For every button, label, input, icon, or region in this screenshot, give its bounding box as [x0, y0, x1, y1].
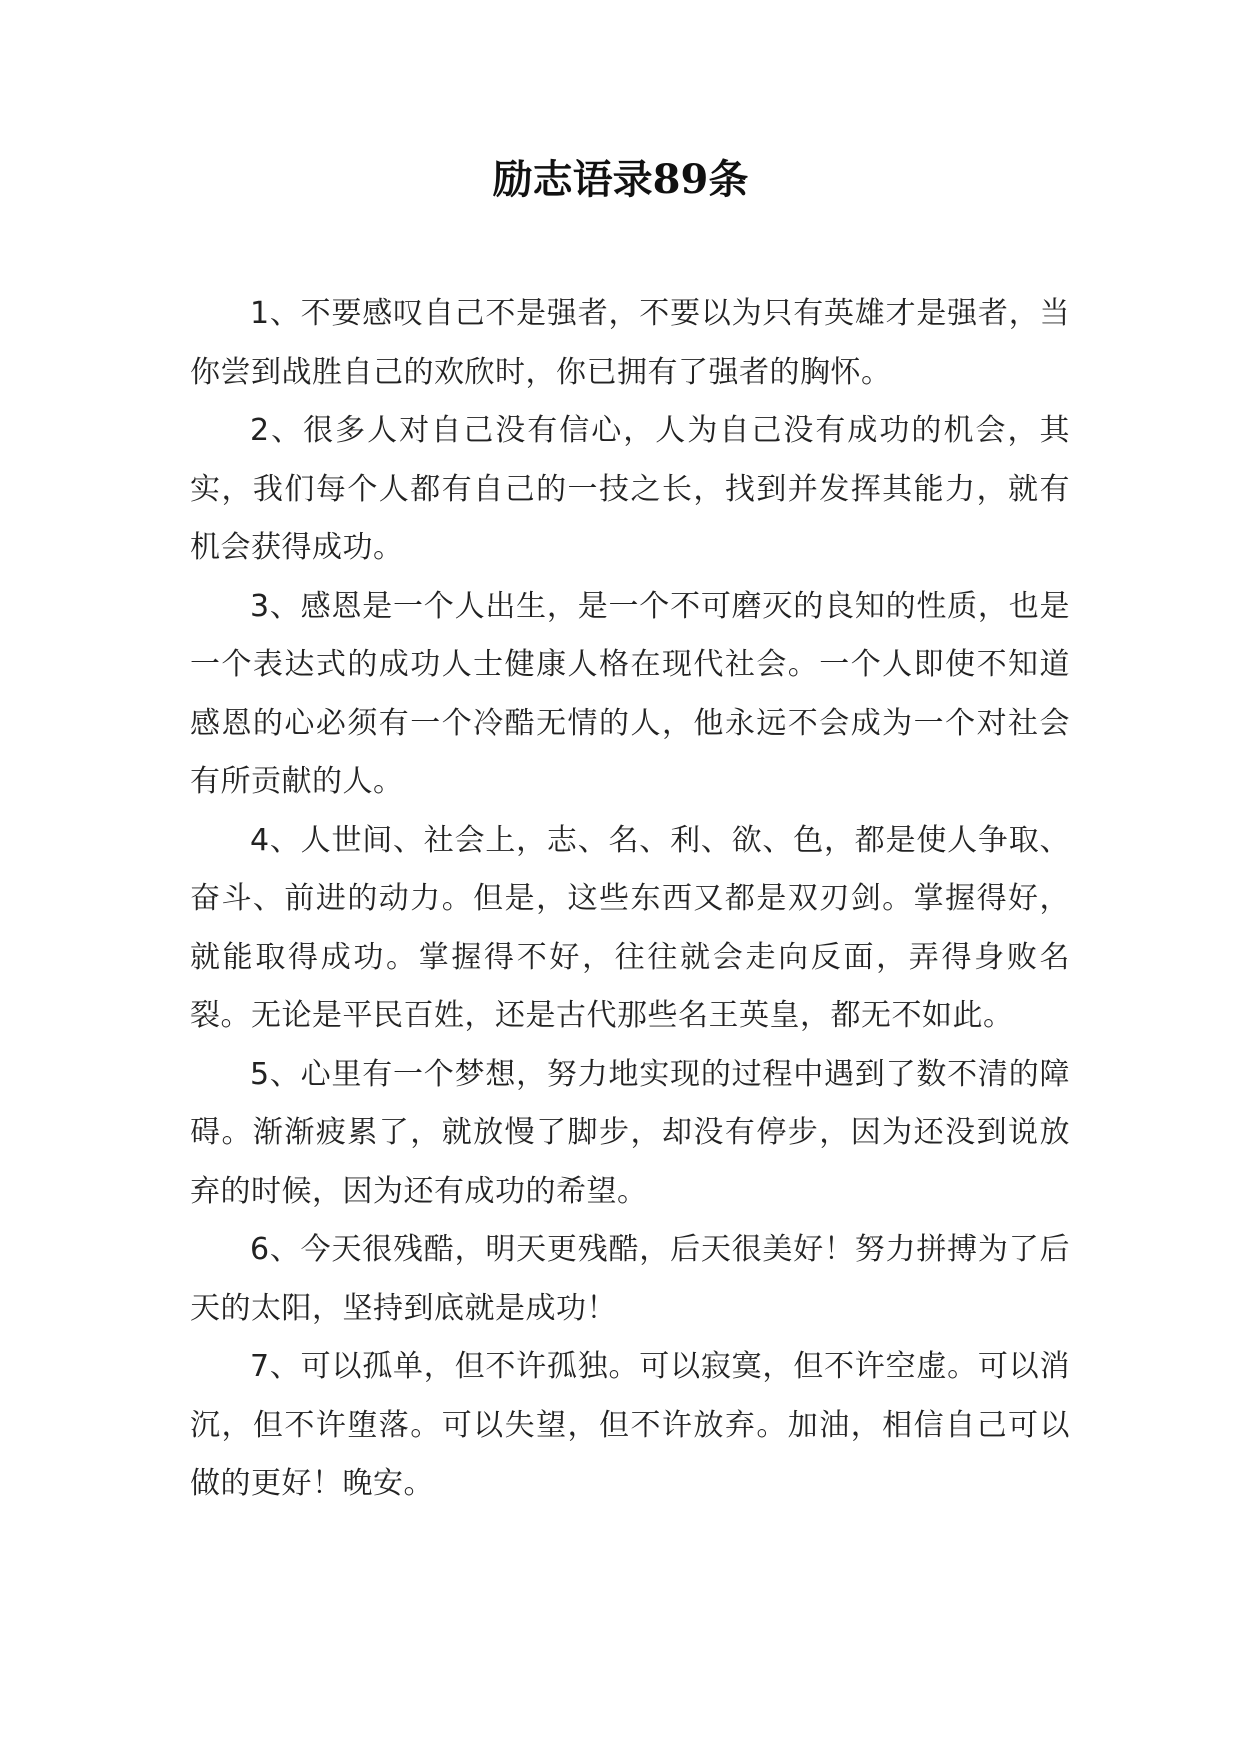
paragraph: 3、感恩是一个人出生，是一个不可磨灭的良知的性质，也是一个表达式的成功人士健康人格在现代社会。一个人即使不知道感恩的心必须有一个冷酷无情的人，他永远不会成为一个对社会有所贡献的人。 [190, 588, 1070, 799]
paragraph: 7、可以孤单，但不许孤独。可以寂寞，但不许空虚。可以消沉，但不许堕落。可以失望，但不许放弃。加油，相信自己可以做的更好！晚安。 [190, 1349, 1070, 1501]
paragraph: 4、人世间、社会上，志、名、利、欲、色，都是使人争取、奋斗、前进的动力。但是，这些东西又都是双刃剑。掌握得好，就能取得成功。掌握得不好，往往就会走向反面，弄得身败名裂。无论是平民百姓，还是古代那些名王英皇，都无不如此。 [190, 822, 1070, 1033]
document-body [190, 285, 1070, 1514]
paragraph: 2、很多人对自己没有信心，人为自己没有成功的机会，其实，我们每个人都有自己的一技之长，找到并发挥其能力，就有机会获得成功。 [190, 413, 1070, 565]
paragraph: 5、心里有一个梦想，努力地实现的过程中遇到了数不清的障碍。渐渐疲累了，就放慢了脚步，却没有停步，因为还没到说放弃的时候，因为还有成功的希望。 [190, 1056, 1070, 1209]
document-title: 励志语录89条 [492, 156, 749, 203]
paragraph: 6、今天很残酷，明天更残酷，后天很美好！努力拼搏为了后天的太阳，坚持到底就是成功！ [190, 1232, 1070, 1326]
paragraph: 1、不要感叹自己不是强者，不要以为只有英雄才是强者，当你尝到战胜自己的欢欣时，你已拥有了强者的胸怀。 [190, 296, 1070, 390]
